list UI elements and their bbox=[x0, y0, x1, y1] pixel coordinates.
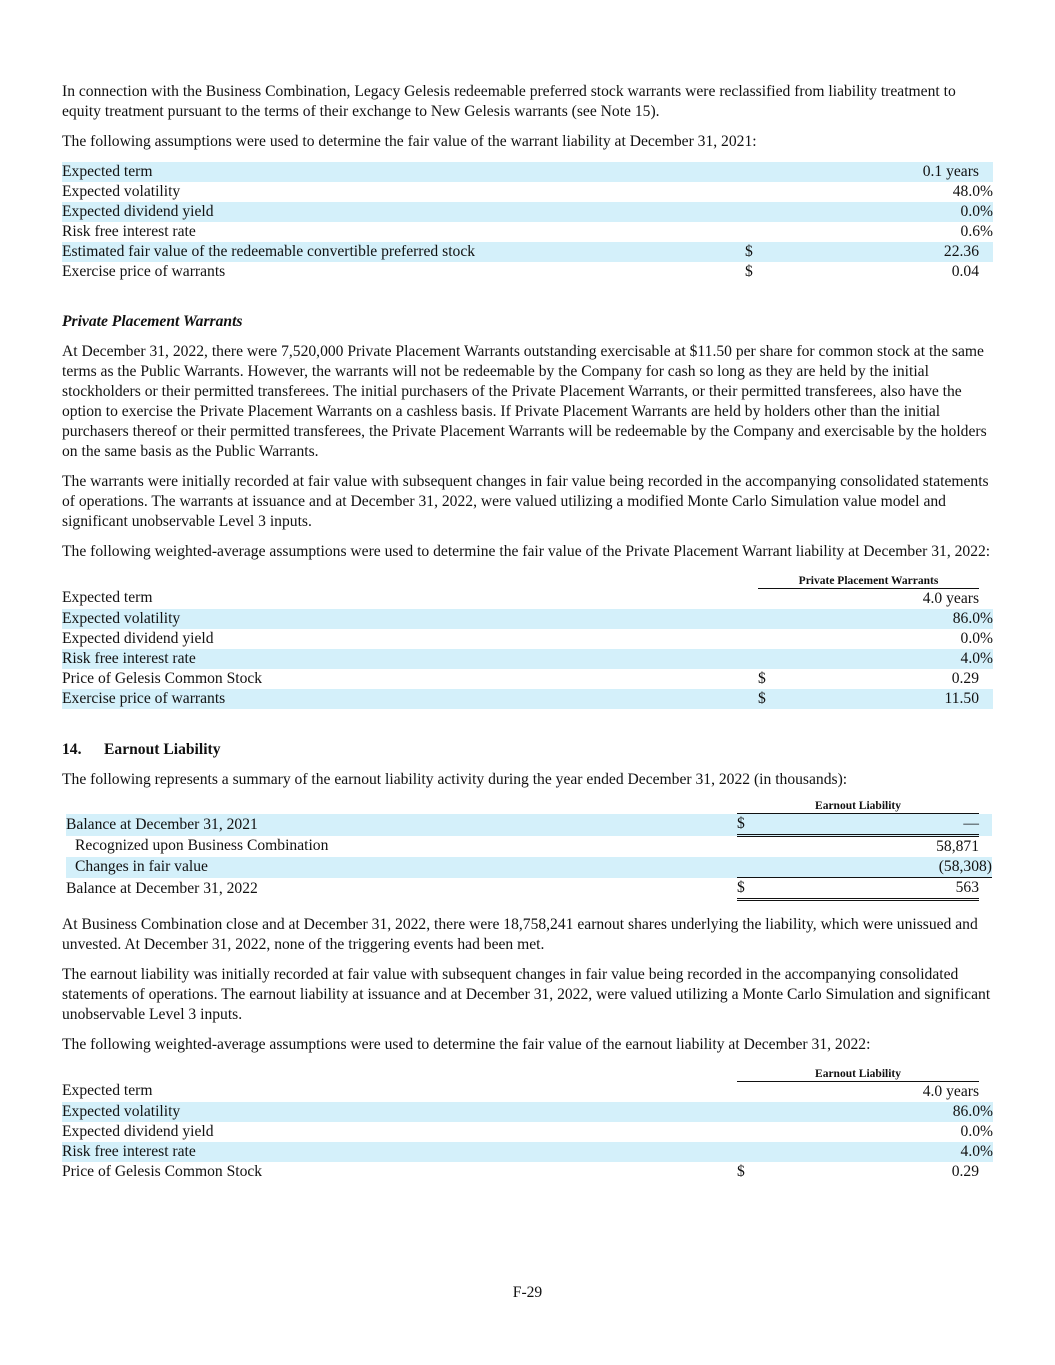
row-label: Expected volatility bbox=[62, 609, 758, 629]
table-row bbox=[62, 609, 993, 629]
dollar-sign bbox=[745, 202, 785, 222]
row-label: Risk free interest rate bbox=[62, 1142, 737, 1162]
private-placement-paragraph-1: At December 31, 2022, there were 7,520,000 Private Placement Warrants outstanding exercisable at $11.50 per share for common stock at the same terms as the Public Warrants. However, the warrants will not be redeemable by the Company for cash so long as they are held by the initial stockholders or their permitted transferees. The initial purchasers of the Private Placement Warrants, or their permitted transferees, also have the option to exercise the Private Placement Warrants on a cashless basis. If Private Placement Warrants are held by holders other than the initial purchasers thereof or their permitted transferees, the Private Placement Warrants will be redeemable by the Company and exercisable by the holders on the same basis as the Public Warrants. bbox=[62, 343, 987, 460]
table-row bbox=[62, 588, 993, 609]
table-row bbox=[62, 649, 993, 669]
column-header: Earnout Liability bbox=[737, 1061, 979, 1081]
row-value: 563 bbox=[767, 878, 979, 900]
earnout-paragraph-3: The earnout liability was initially recorded at fair value with subsequent changes in fair value being recorded in the accompanying consolidated statements of operations. The earnout liability at issuance and at December 31, 2022, were valued utilizing a Monte Carlo Simulation and significant unobservable Level 3 inputs. bbox=[62, 966, 991, 1023]
earnout-paragraph-2: At Business Combination close and at December 31, 2022, there were 18,758,241 earnout shares underlying the liability, which were unissued and unvested. At December 31, 2022, none of the triggering events had been met. bbox=[62, 916, 978, 953]
row-value: 86.0% bbox=[777, 1102, 993, 1122]
warrant-assumptions-2021-table bbox=[62, 162, 993, 282]
row-value: 0.0% bbox=[785, 202, 993, 222]
dollar-sign bbox=[758, 609, 798, 629]
earnout-paragraph-1: The following represents a summary of the earnout liability activity during the year ended December 31, 2022 (in thousands): bbox=[62, 770, 848, 788]
table-header-row bbox=[62, 568, 993, 588]
row-value: 0.29 bbox=[951, 1162, 980, 1180]
table-row bbox=[62, 262, 993, 282]
table-row bbox=[62, 689, 993, 709]
section-number: 14. bbox=[62, 740, 82, 758]
dollar-sign bbox=[737, 857, 767, 878]
page-number: F-29 bbox=[512, 1284, 543, 1301]
table-row bbox=[62, 202, 993, 222]
dollar-sign bbox=[737, 1142, 777, 1162]
page-content bbox=[62, 82, 993, 1182]
row-value: 0.29 bbox=[951, 669, 980, 687]
table-row bbox=[62, 669, 993, 689]
dollar-sign bbox=[737, 836, 767, 858]
private-placement-heading: Private Placement Warrants bbox=[62, 313, 243, 330]
intro-paragraph-2: The following assumptions were used to determine the fair value of the warrant liability at December 31, 2021: bbox=[62, 133, 757, 150]
dollar-sign bbox=[745, 182, 785, 202]
dollar-sign: $ bbox=[737, 878, 767, 900]
dollar-sign: $ bbox=[737, 1162, 745, 1180]
row-value: 0.04 bbox=[951, 263, 979, 280]
row-label: Expected term bbox=[62, 1082, 153, 1100]
row-value: 4.0% bbox=[798, 649, 993, 669]
row-label: Price of Gelesis Common Stock bbox=[62, 669, 263, 687]
private-placement-paragraph-3: The following weighted-average assumptions were used to determine the fair value of the Private Placement Warrant liability at December 31, 2022: bbox=[62, 543, 991, 560]
row-label: Expected dividend yield bbox=[62, 1122, 214, 1140]
row-label: Balance at December 31, 2021 bbox=[66, 814, 737, 836]
row-label: Changes in fair value bbox=[66, 857, 737, 878]
row-value: 86.0% bbox=[798, 609, 993, 629]
table-row bbox=[62, 1142, 993, 1162]
table-row bbox=[66, 814, 992, 836]
earnout-paragraph-4: The following weighted-average assumptions were used to determine the fair value of the earnout liability at December 31, 2022: bbox=[62, 1036, 871, 1053]
intro-paragraph-1: In connection with the Business Combination, Legacy Gelesis redeemable preferred stock warrants were reclassified from liability treatment to equity treatment pursuant to the terms of their exchange to New Gelesis warrants (see Note 15). bbox=[62, 83, 956, 120]
table-row bbox=[62, 1162, 993, 1182]
row-value: 58,871 bbox=[936, 838, 980, 855]
table-row bbox=[62, 1122, 993, 1142]
row-label: Exercise price of warrants bbox=[62, 689, 758, 709]
dollar-sign bbox=[737, 1081, 777, 1102]
section-heading-earnout bbox=[62, 740, 993, 760]
row-value: 11.50 bbox=[798, 689, 979, 709]
table-row bbox=[66, 857, 992, 878]
private-placement-paragraph-2: The warrants were initially recorded at fair value with subsequent changes in fair value being recorded in the accompanying consolidated statements of operations. The warrants at issuance and at December 31, 2022, were valued utilizing a modified Monte Carlo Simulation value model and significant unobservable Level 3 inputs. bbox=[62, 473, 989, 530]
table-row bbox=[62, 629, 993, 649]
table-header-row bbox=[66, 794, 992, 814]
row-label: Expected dividend yield bbox=[62, 629, 214, 647]
earnout-activity-table bbox=[66, 794, 992, 902]
dollar-sign: $ bbox=[758, 689, 798, 709]
dollar-sign bbox=[737, 1122, 777, 1142]
row-label: Estimated fair value of the redeemable convertible preferred stock bbox=[62, 242, 745, 262]
row-label: Balance at December 31, 2022 bbox=[66, 879, 258, 897]
row-label: Price of Gelesis Common Stock bbox=[62, 1162, 263, 1180]
row-label: Risk free interest rate bbox=[62, 649, 758, 669]
row-value: 0.1 years bbox=[785, 162, 979, 182]
table-row bbox=[62, 1102, 993, 1122]
row-label: Recognized upon Business Combination bbox=[75, 837, 329, 855]
row-value: 22.36 bbox=[785, 242, 979, 262]
dollar-sign: $ bbox=[737, 814, 767, 836]
table-row bbox=[62, 162, 993, 182]
dollar-sign bbox=[758, 588, 798, 609]
dollar-sign: $ bbox=[745, 242, 785, 262]
row-label: Expected volatility bbox=[62, 1102, 737, 1122]
row-value: 4.0% bbox=[777, 1142, 993, 1162]
table-row bbox=[62, 222, 993, 242]
row-label: Risk free interest rate bbox=[62, 223, 196, 240]
table-row bbox=[62, 182, 993, 202]
table-row bbox=[62, 242, 993, 262]
dollar-sign bbox=[758, 629, 798, 649]
row-value: (58,308) bbox=[767, 857, 992, 878]
dollar-sign bbox=[745, 222, 785, 242]
dollar-sign: $ bbox=[758, 669, 766, 687]
row-value: 4.0 years bbox=[922, 589, 980, 607]
dollar-sign bbox=[745, 162, 785, 182]
column-header: Earnout Liability bbox=[815, 800, 901, 812]
table-row bbox=[66, 878, 992, 900]
row-label: Exercise price of warrants bbox=[62, 263, 226, 280]
row-value: 0.6% bbox=[960, 223, 993, 240]
dollar-sign bbox=[737, 1102, 777, 1122]
row-label: Expected term bbox=[62, 162, 745, 182]
column-header: Private Placement Warrants bbox=[758, 568, 979, 588]
section-title: Earnout Liability bbox=[104, 740, 221, 758]
row-value: 0.0% bbox=[960, 1122, 994, 1140]
dollar-sign bbox=[758, 649, 798, 669]
table-row bbox=[66, 836, 992, 858]
row-value: 0.0% bbox=[960, 629, 994, 647]
table-row bbox=[62, 1081, 993, 1102]
row-value: — bbox=[767, 814, 979, 836]
row-value: 48.0% bbox=[952, 183, 993, 200]
row-value: 4.0 years bbox=[922, 1082, 980, 1100]
dollar-sign: $ bbox=[745, 263, 753, 280]
row-label: Expected term bbox=[62, 589, 153, 607]
table-header-row bbox=[62, 1061, 993, 1081]
earnout-assumptions-table bbox=[62, 1061, 993, 1182]
row-label: Expected volatility bbox=[62, 183, 181, 200]
private-placement-assumptions-table bbox=[62, 568, 993, 709]
row-label: Expected dividend yield bbox=[62, 202, 745, 222]
